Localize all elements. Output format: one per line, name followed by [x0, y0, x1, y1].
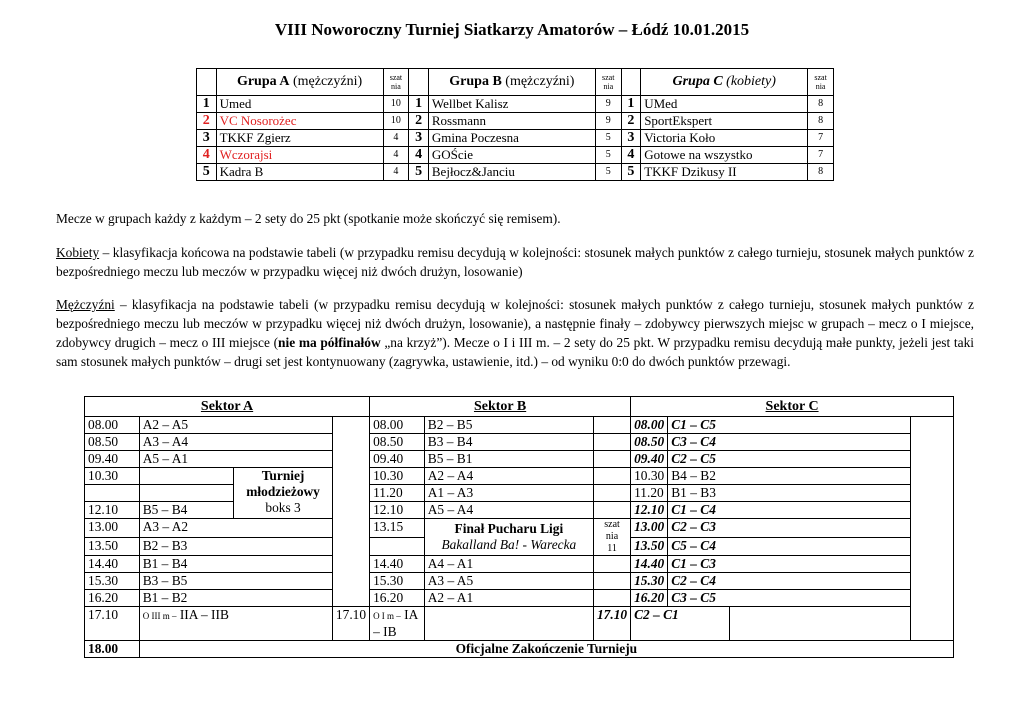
- group-a-team: Umed: [216, 96, 383, 113]
- sector-c-match: C3 – C4: [668, 434, 910, 451]
- schedule-row: [85, 417, 954, 434]
- sector-header-row: [85, 397, 954, 417]
- sector-b-match: B5 – B1: [424, 451, 593, 468]
- schedule-row: [85, 519, 954, 538]
- sector-a-time: 12.10: [85, 502, 140, 519]
- sector-b-match: B2 – B5: [424, 417, 593, 434]
- schedule-row: [85, 590, 954, 607]
- sector-c-match: C2 – C3: [668, 519, 910, 538]
- group-row: [197, 130, 834, 147]
- sector-a-time: 08.50: [85, 434, 140, 451]
- sector-a-time: 14.40: [85, 556, 140, 573]
- sector-a-match: A3 – A4: [139, 434, 332, 451]
- sector-a-header: Sektor A: [85, 397, 370, 417]
- group-a-rank: 1: [197, 96, 217, 113]
- group-c-room-header: szat nia: [808, 69, 834, 96]
- closing-label: Oficjalne Zakończenie Turnieju: [139, 641, 953, 658]
- sector-c-match: C5 – C4: [668, 537, 910, 556]
- sector-c-match: C2 – C1: [631, 607, 730, 641]
- group-a-room: 4: [383, 164, 409, 181]
- group-c-team: UMed: [641, 96, 808, 113]
- rules-women: Kobiety – klasyfikacja końcowa na podstawie tabeli (w przypadku remisu decydują w kolejności: stosunek małych punktów z całego turnieju, stosunek małych punktów z bezpośredniego meczu lub meczów w przypadku więcej niż dwóch drużyn, losowanie): [56, 245, 974, 279]
- sector-b-match: A1 – A3: [424, 485, 593, 502]
- sector-c-match: C1 – C5: [668, 417, 910, 434]
- group-c-rank: 5: [621, 164, 641, 181]
- group-c-room: 8: [808, 164, 834, 181]
- sector-c-match: C1 – C4: [668, 502, 910, 519]
- group-c-team: TKKF Dzikusy II: [641, 164, 808, 181]
- group-c-team: SportEkspert: [641, 113, 808, 130]
- group-c-team: Victoria Koło: [641, 130, 808, 147]
- final-room: szat nia 11: [593, 519, 630, 556]
- sector-c-time: 17.10: [593, 607, 630, 641]
- sector-a-time: 16.20: [85, 590, 140, 607]
- group-b-rank: 3: [409, 130, 429, 147]
- sector-c-match: C1 – C3: [668, 556, 910, 573]
- sector-b-match: B3 – B4: [424, 434, 593, 451]
- sector-a-time: 13.00: [85, 519, 140, 538]
- group-a-room: 10: [383, 113, 409, 130]
- group-c-team: Gotowe na wszystko: [641, 147, 808, 164]
- sector-b-match: A4 – A1: [424, 556, 593, 573]
- sector-c-match: C2 – C5: [668, 451, 910, 468]
- group-b-room: 9: [595, 96, 621, 113]
- schedule-row: [85, 451, 954, 468]
- group-a-rank: 3: [197, 130, 217, 147]
- sector-b-time: 13.15: [370, 519, 425, 538]
- groups-header-row: [197, 69, 834, 96]
- league-cup-final: Finał Pucharu Ligi Bakalland Ba! - Warecka: [424, 519, 593, 556]
- group-a-rank: 2: [197, 113, 217, 130]
- sector-c-match: B1 – B3: [668, 485, 910, 502]
- group-b-header: Grupa B (mężczyźni): [428, 69, 595, 96]
- rules-general: Mecze w grupach każdy z każdym – 2 sety do 25 pkt (spotkanie może skończyć się remisem).: [56, 211, 561, 226]
- sector-c-time: 13.50: [631, 537, 668, 556]
- sector-b-time: 10.30: [370, 468, 425, 485]
- sector-b-time: 08.50: [370, 434, 425, 451]
- sector-b-time: 08.00: [370, 417, 425, 434]
- group-a-team: Wczorajsi: [216, 147, 383, 164]
- group-a-rank: 5: [197, 164, 217, 181]
- sector-b-match: A2 – A1: [424, 590, 593, 607]
- group-row: [197, 147, 834, 164]
- group-b-room: 5: [595, 130, 621, 147]
- group-b-rank: 5: [409, 164, 429, 181]
- group-c-room: 8: [808, 113, 834, 130]
- sector-b-header: Sektor B: [370, 397, 631, 417]
- group-b-team: Gmina Poczesna: [428, 130, 595, 147]
- sector-b-match: A5 – A4: [424, 502, 593, 519]
- schedule-row: [85, 556, 954, 573]
- sector-a-match: O III m – IIA – IIB: [139, 607, 332, 641]
- group-a-room: 10: [383, 96, 409, 113]
- sector-c-time: 15.30: [631, 573, 668, 590]
- group-b-room: 5: [595, 147, 621, 164]
- group-c-rank: 4: [621, 147, 641, 164]
- sector-a-match: B1 – B4: [139, 556, 332, 573]
- group-a-team: VC Nosorożec: [216, 113, 383, 130]
- sector-a-match: [139, 468, 234, 485]
- sector-c-time: 16.20: [631, 590, 668, 607]
- rules-men: Mężczyźni – klasyfikacja na podstawie tabeli (w przypadku remisu decydują w kolejności: stosunek małych punktów z całego turnieju, stosunek małych punktów z bezpośredniego meczu lub meczów w przypadku więcej niż dwóch drużyn, losowanie), a następnie finały – zdobywcy pierwszych miejsc w grupach – mecz o I miejsce, zdobywcy drugich – mecz o III miejsce (nie ma półfinałów „na krzyż”). Mecze o I i III m. – 2 sety do 25 pkt. W przypadku remisu decydują małe punkty, jeżeli jest taki sam stosunek małych punktów – drugi set jest kontynuowany (zagrywka, ustawienie, itd.) – od wyniku 0:0 do dwóch punktów przewagi.: [56, 297, 974, 369]
- group-a-team: Kadra B: [216, 164, 383, 181]
- group-row: [197, 164, 834, 181]
- sector-c-time: 09.40: [631, 451, 668, 468]
- group-a-rank: 4: [197, 147, 217, 164]
- schedule-row: [85, 502, 954, 519]
- sector-c-time: 10.30: [631, 468, 668, 485]
- group-c-rank: 3: [621, 130, 641, 147]
- sector-b-match: A3 – A5: [424, 573, 593, 590]
- group-b-team: Rossmann: [428, 113, 595, 130]
- sector-a-time: 13.50: [85, 537, 140, 556]
- sector-a-match: B1 – B2: [139, 590, 332, 607]
- sector-b-time: 09.40: [370, 451, 425, 468]
- closing-time: 18.00: [85, 641, 140, 658]
- sector-c-match: C2 – C4: [668, 573, 910, 590]
- sector-b-time: 14.40: [370, 556, 425, 573]
- sector-b-match: A2 – A4: [424, 468, 593, 485]
- sector-a-time: 17.10: [85, 607, 140, 641]
- group-a-team: TKKF Zgierz: [216, 130, 383, 147]
- group-b-room: 9: [595, 113, 621, 130]
- sector-c-time: 13.00: [631, 519, 668, 538]
- group-c-rank: 1: [621, 96, 641, 113]
- schedule-row: [85, 607, 954, 641]
- sector-a-match: A2 – A5: [139, 417, 332, 434]
- group-row: [197, 113, 834, 130]
- schedule-row: [85, 434, 954, 451]
- sector-c-time: 08.50: [631, 434, 668, 451]
- sector-a-time: 09.40: [85, 451, 140, 468]
- group-b-team: GOŚcie: [428, 147, 595, 164]
- schedule-row: [85, 573, 954, 590]
- sector-c-header: Sektor C: [631, 397, 954, 417]
- group-a-room: 4: [383, 147, 409, 164]
- group-a-room-header: szat nia: [383, 69, 409, 96]
- sector-b-time: 12.10: [370, 502, 425, 519]
- youth-tournament-note: Turniej młodzieżowy boks 3: [234, 468, 333, 519]
- group-b-rank: 4: [409, 147, 429, 164]
- group-c-room: 8: [808, 96, 834, 113]
- group-b-room-header: szat nia: [595, 69, 621, 96]
- sector-b-time: 17.10: [332, 607, 369, 641]
- sector-a-time: 10.30: [85, 468, 140, 485]
- sector-a-match: A3 – A2: [139, 519, 332, 538]
- schedule-row: [85, 468, 954, 485]
- group-b-room: 5: [595, 164, 621, 181]
- group-c-rank: 2: [621, 113, 641, 130]
- group-c-room: 7: [808, 147, 834, 164]
- group-c-header: Grupa C (kobiety): [641, 69, 808, 96]
- sector-a-match: A5 – A1: [139, 451, 332, 468]
- sector-b-match: O I m – IA – IB: [370, 607, 425, 641]
- schedule-row: [85, 485, 954, 502]
- sector-c-time: 08.00: [631, 417, 668, 434]
- sector-c-match: B4 – B2: [668, 468, 910, 485]
- sector-c-time: 14.40: [631, 556, 668, 573]
- sector-a-match: B2 – B3: [139, 537, 332, 556]
- sector-b-time: 15.30: [370, 573, 425, 590]
- sector-a-match: B5 – B4: [139, 502, 332, 519]
- sector-c-time: 12.10: [631, 502, 668, 519]
- sector-a-time: 08.00: [85, 417, 140, 434]
- page-title: VIII Noworoczny Turniej Siatkarzy Amatorów – Łódź 10.01.2015: [274, 20, 750, 39]
- sector-b-time: 11.20: [370, 485, 425, 502]
- sector-b-time: 16.20: [370, 590, 425, 607]
- groups-table: [196, 68, 834, 181]
- group-a-room: 4: [383, 130, 409, 147]
- group-b-team: Bejłocz&Janciu: [428, 164, 595, 181]
- group-b-rank: 1: [409, 96, 429, 113]
- sector-a-time: 15.30: [85, 573, 140, 590]
- group-row: [197, 96, 834, 113]
- group-b-rank: 2: [409, 113, 429, 130]
- sector-c-match: C3 – C5: [668, 590, 910, 607]
- closing-row: [85, 641, 954, 658]
- group-b-team: Wellbet Kalisz: [428, 96, 595, 113]
- sector-a-match: B3 – B5: [139, 573, 332, 590]
- group-a-header: Grupa A (mężczyźni): [216, 69, 383, 96]
- schedule-table: [84, 396, 954, 658]
- sector-c-time: 11.20: [631, 485, 668, 502]
- group-c-room: 7: [808, 130, 834, 147]
